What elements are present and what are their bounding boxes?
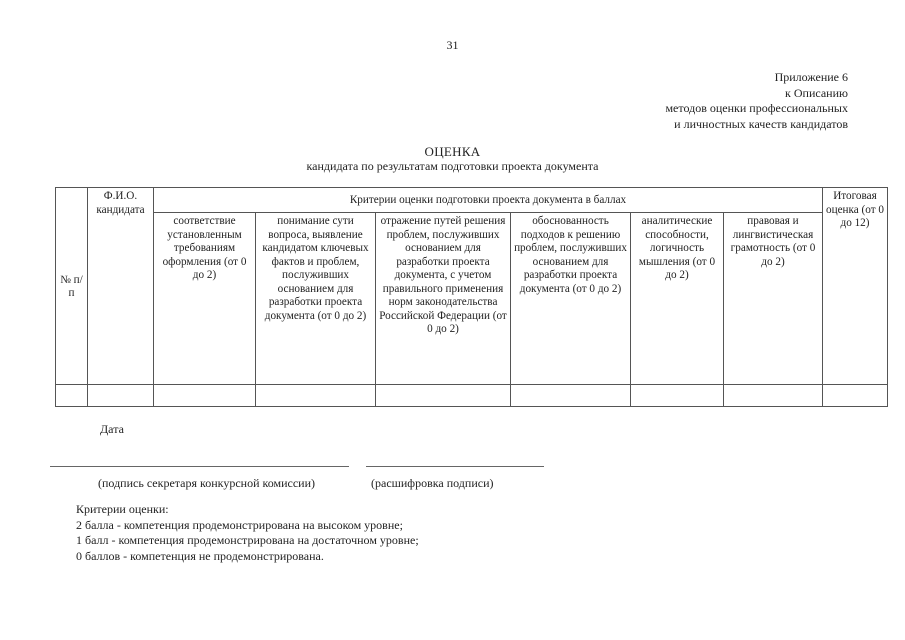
criterion-header: обоснованность подходов к решению проблем, послуживших основанием для разработки проекта документа (от 0 до 2)	[511, 213, 631, 385]
criteria-legend	[76, 502, 419, 564]
column-header-fio: Ф.И.О. кандидата	[88, 188, 154, 385]
appendix-line: к Описанию	[785, 85, 848, 100]
appendix-line: Приложение 6	[774, 70, 848, 84]
evaluation-table	[55, 187, 888, 407]
signature-caption: (подпись секретаря конкурсной комиссии)	[98, 476, 315, 490]
document-title: ОЦЕНКА	[424, 144, 481, 159]
appendix-reference	[588, 70, 848, 132]
table-cell	[376, 385, 511, 407]
table-row	[56, 385, 888, 407]
table-cell	[154, 385, 256, 407]
signature-decode-line	[366, 466, 544, 467]
table-cell	[511, 385, 631, 407]
criteria-item: 2 балла - компетенция продемонстрирована на высоком уровне;	[76, 517, 403, 532]
table-cell	[256, 385, 376, 407]
table-cell	[88, 385, 154, 407]
criterion-header: отражение путей решения проблем, послуживших основанием для разработки проекта документа, с учетом правильного применения норм законодательства Российской Федерации (от 0 до 2)	[376, 213, 511, 385]
date-label: Дата	[100, 422, 124, 436]
criterion-header: правовая и лингвистическая грамотность (от 0 до 2)	[724, 213, 823, 385]
table-cell	[56, 385, 88, 407]
criterion-header: понимание сути вопроса, выявление кандидатом ключевых фактов и проблем, послуживших основанием для разработки проекта документа (от 0 до 2)	[256, 213, 376, 385]
criterion-header: соответствие установленным требованиям оформления (от 0 до 2)	[154, 213, 256, 385]
column-header-number: № п/п	[56, 188, 88, 385]
signature-decode-caption: (расшифровка подписи)	[371, 476, 494, 490]
table-cell	[724, 385, 823, 407]
table-cell	[631, 385, 724, 407]
appendix-line: методов оценки профессиональных	[665, 101, 848, 115]
page-number: 31	[446, 38, 459, 52]
criteria-item: 1 балл - компетенция продемонстрирована на достаточном уровне;	[76, 533, 419, 547]
column-header-criteria: Критерии оценки подготовки проекта документа в баллах	[154, 188, 823, 213]
appendix-line: и личностных качеств кандидатов	[674, 116, 848, 131]
criterion-header: аналитические способности, логичность мышления (от 0 до 2)	[631, 213, 724, 385]
signature-line	[50, 466, 349, 467]
criteria-heading: Критерии оценки:	[76, 502, 169, 516]
criteria-item: 0 баллов - компетенция не продемонстрирована.	[76, 548, 324, 563]
table-cell	[823, 385, 888, 407]
column-header-total: Итоговая оценка (от 0 до 12)	[823, 188, 888, 385]
document-subtitle: кандидата по результатам подготовки проекта документа	[306, 159, 599, 173]
